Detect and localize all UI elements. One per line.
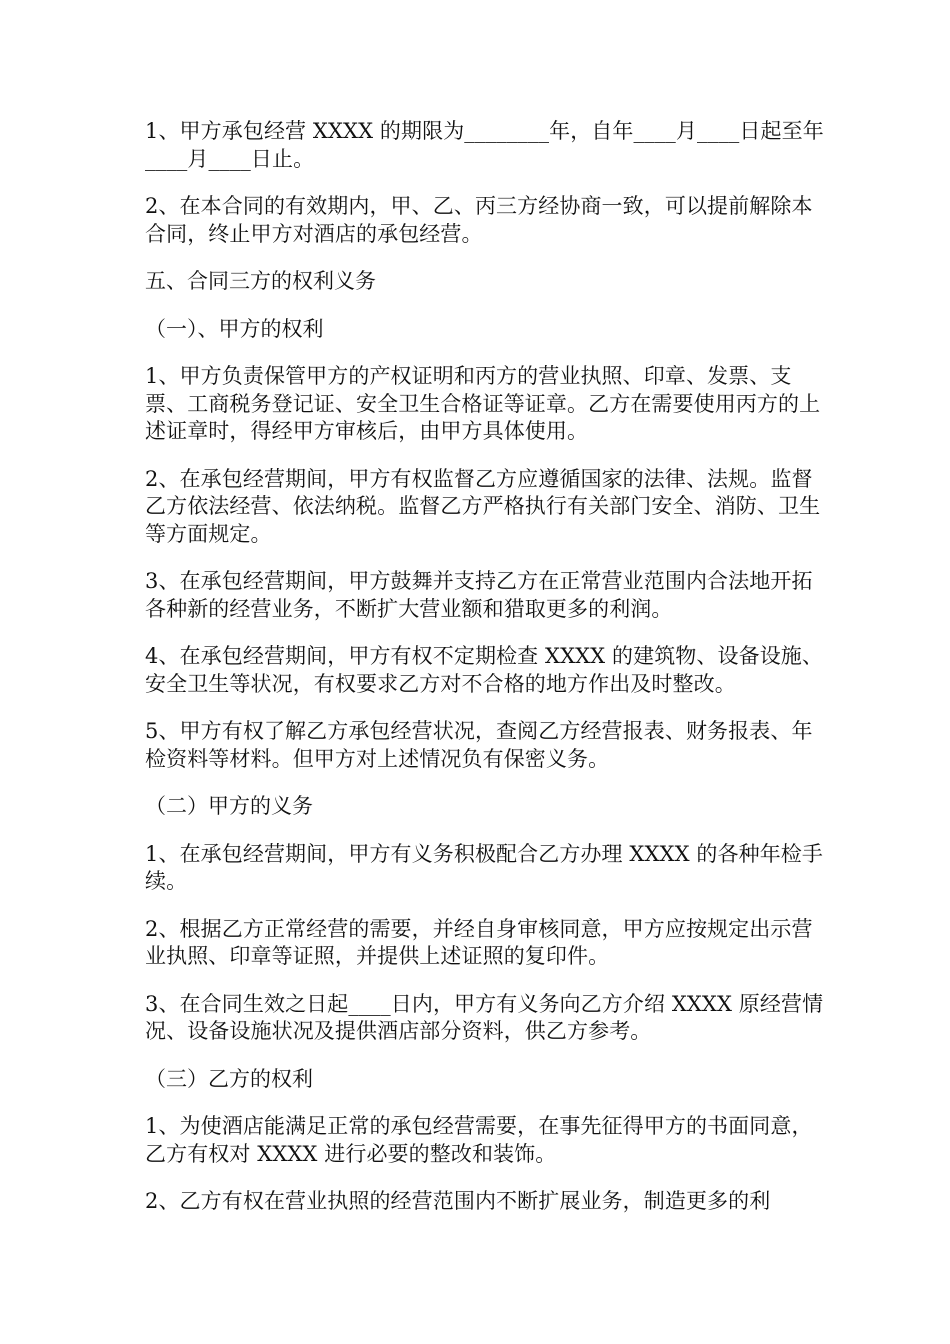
clause-a-obligations-2: 2、根据乙方正常经营的需要，并经自身审核同意，甲方应按规定出示营业执照、印章等证照，并提供上述证照的复印件。 <box>145 916 813 968</box>
clause-early-termination: 2、在本合同的有效期内，甲、乙、丙三方经协商一致，可以提前解除本合同，终止甲方对酒店的承包经营。 <box>145 194 813 246</box>
subsection-heading-party-b-rights: （三）乙方的权利 <box>145 1066 313 1091</box>
subsection-heading-party-a-obligations: （二）甲方的义务 <box>145 794 313 818</box>
section-heading-rights-obligations: 五、合同三方的权利义务 <box>145 269 376 293</box>
clause-a-obligations-1: 1、在承包经营期间，甲方有义务积极配合乙方办理 XXXX 的各种年检手续。 <box>145 841 824 893</box>
clause-a-obligations-3: 3、在合同生效之日起____日内，甲方有义务向乙方介绍 XXXX 原经营情况、设备设施状况及提供酒店部分资料，供乙方参考。 <box>145 991 824 1043</box>
clause-a-rights-5: 5、甲方有权了解乙方承包经营状况，查阅乙方经营报表、财务报表、年检资料等材料。但甲方对上述情况负有保密义务。 <box>145 719 813 771</box>
clause-a-rights-4: 4、在承包经营期间，甲方有权不定期检查 XXXX 的建筑物、设备设施、安全卫生等状况，有权要求乙方对不合格的地方作出及时整改。 <box>145 644 824 696</box>
clause-a-rights-1: 1、甲方负责保管甲方的产权证明和丙方的营业执照、印章、发票、支票、工商税务登记证、安全卫生合格证等证章。乙方在需要使用丙方的上述证章时，得经甲方审核后，由甲方具体使用。 <box>145 364 821 443</box>
clause-b-rights-2: 2、乙方有权在营业执照的经营范围内不断扩展业务，制造更多的利 <box>145 1189 771 1213</box>
clause-a-rights-2: 2、在承包经营期间，甲方有权监督乙方应遵循国家的法律、法规。监督乙方依法经营、依法纳税。监督乙方严格执行有关部门安全、消防、卫生等方面规定。 <box>145 466 821 546</box>
clause-term-period: 1、甲方承包经营 XXXX 的期限为________年，自年____月____日起至年____月____日止。 <box>145 119 824 171</box>
clause-a-rights-3: 3、在承包经营期间，甲方鼓舞并支持乙方在正常营业范围内合法地开拓各种新的经营业务，不断扩大营业额和猎取更多的利润。 <box>145 569 813 621</box>
subsection-heading-party-a-rights: （一）、甲方的权利 <box>145 316 324 341</box>
clause-b-rights-1: 1、为使酒店能满足正常的承包经营需要，在事先征得甲方的书面同意，乙方有权对 XXXX 进行必要的整改和装饰。 <box>145 1114 813 1166</box>
document-page <box>145 118 825 1236</box>
